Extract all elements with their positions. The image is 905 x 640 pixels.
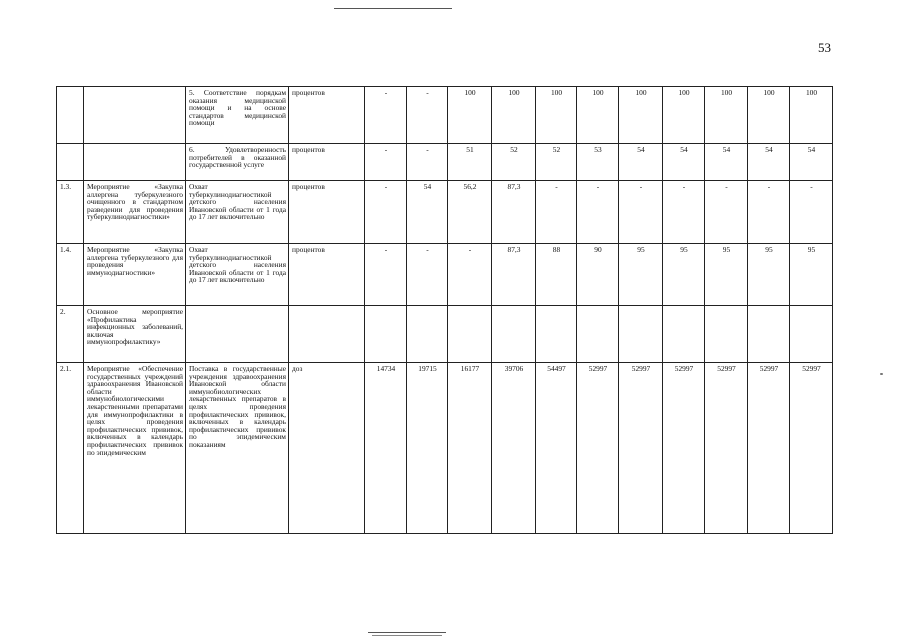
indicator-cell: Охват туберкулинодиагностикой детского населения Ивановской области от 1 года до 17 лет включительно xyxy=(186,244,289,306)
value-cell: 16177 xyxy=(448,363,492,534)
row-number-cell xyxy=(57,87,84,144)
value-cell: 52997 xyxy=(577,363,619,534)
indicators-table xyxy=(56,86,833,534)
indicator-cell: 6. Удовлетворенность потребителей в оказанной государственной услуге xyxy=(186,144,289,181)
measure-cell: Мероприятие «Закупка аллергена туберкулезного очищенного в стандартном разведении для проведения туберкулинодиагностики» xyxy=(84,181,186,244)
value-cell: 95 xyxy=(619,244,663,306)
value-cell: 95 xyxy=(790,244,833,306)
table-row xyxy=(57,87,833,144)
row-number-cell: 2.1. xyxy=(57,363,84,534)
value-cell xyxy=(448,306,492,363)
unit-cell: процентов xyxy=(289,144,365,181)
value-cell: - xyxy=(365,87,407,144)
value-cell: 14734 xyxy=(365,363,407,534)
value-cell: - xyxy=(536,181,577,244)
value-cell xyxy=(407,306,448,363)
value-cell: 54 xyxy=(790,144,833,181)
indicator-cell: 5. Соответствие порядкам оказания медицинской помощи и на основе стандартов медицинской помощи xyxy=(186,87,289,144)
value-cell: - xyxy=(790,181,833,244)
value-cell xyxy=(705,306,748,363)
table-row xyxy=(57,244,833,306)
value-cell: - xyxy=(365,244,407,306)
unit-cell xyxy=(289,306,365,363)
value-cell: 100 xyxy=(492,87,536,144)
value-cell: 39706 xyxy=(492,363,536,534)
measure-cell xyxy=(84,144,186,181)
value-cell: 87,3 xyxy=(492,244,536,306)
measure-cell: Мероприятие «Закупка аллергена туберкулезного для проведения иммунодиагностики» xyxy=(84,244,186,306)
value-cell: 52997 xyxy=(619,363,663,534)
value-cell: - xyxy=(619,181,663,244)
value-cell: 100 xyxy=(748,87,790,144)
value-cell: - xyxy=(448,244,492,306)
value-cell: 88 xyxy=(536,244,577,306)
value-cell: 100 xyxy=(705,87,748,144)
value-cell xyxy=(790,306,833,363)
table-row xyxy=(57,144,833,181)
value-cell xyxy=(619,306,663,363)
value-cell: 19715 xyxy=(407,363,448,534)
value-cell: 95 xyxy=(748,244,790,306)
value-cell: 54 xyxy=(705,144,748,181)
value-cell: 52997 xyxy=(705,363,748,534)
value-cell: 52997 xyxy=(748,363,790,534)
indicator-cell xyxy=(186,306,289,363)
value-cell xyxy=(663,306,705,363)
value-cell xyxy=(365,306,407,363)
measure-cell: Мероприятие «Обеспечение государственных учреждений здравоохранения Ивановской области иммунобиологическими лекарственными препаратами для иммунопрофилактики в целях проведения профилактических прививок, включенных в календарь профилактических прививок по эпидемическим xyxy=(84,363,186,534)
row-number-cell xyxy=(57,144,84,181)
scan-line-top xyxy=(334,8,452,9)
value-cell: - xyxy=(705,181,748,244)
value-cell: 52997 xyxy=(663,363,705,534)
value-cell: 54 xyxy=(407,181,448,244)
value-cell: - xyxy=(748,181,790,244)
table-row xyxy=(57,181,833,244)
value-cell xyxy=(536,306,577,363)
row-number-cell: 1.4. xyxy=(57,244,84,306)
value-cell: - xyxy=(577,181,619,244)
value-cell: 95 xyxy=(705,244,748,306)
unit-cell: процентов xyxy=(289,181,365,244)
value-cell: - xyxy=(365,144,407,181)
scan-line-bottom-2 xyxy=(372,635,442,636)
value-cell: 100 xyxy=(536,87,577,144)
value-cell: 54 xyxy=(748,144,790,181)
value-cell: - xyxy=(663,181,705,244)
value-cell: 56,2 xyxy=(448,181,492,244)
measure-cell xyxy=(84,87,186,144)
table-row xyxy=(57,363,833,534)
page-number: 53 xyxy=(818,40,831,55)
unit-cell: процентов xyxy=(289,244,365,306)
value-cell: 90 xyxy=(577,244,619,306)
value-cell: - xyxy=(365,181,407,244)
value-cell: - xyxy=(407,244,448,306)
value-cell xyxy=(492,306,536,363)
value-cell: - xyxy=(407,144,448,181)
value-cell: 53 xyxy=(577,144,619,181)
unit-cell: процентов xyxy=(289,87,365,144)
value-cell: - xyxy=(407,87,448,144)
row-number-cell: 2. xyxy=(57,306,84,363)
value-cell: 100 xyxy=(663,87,705,144)
value-cell: 100 xyxy=(448,87,492,144)
value-cell: 51 xyxy=(448,144,492,181)
value-cell: 100 xyxy=(577,87,619,144)
unit-cell: доз xyxy=(289,363,365,534)
value-cell: 52 xyxy=(492,144,536,181)
scan-line-bottom xyxy=(368,632,446,633)
scan-speck xyxy=(880,373,883,375)
value-cell: 100 xyxy=(619,87,663,144)
table-row xyxy=(57,306,833,363)
value-cell xyxy=(577,306,619,363)
value-cell: 52 xyxy=(536,144,577,181)
indicator-cell: Поставка в государственные учреждения здравоохранения Ивановской области иммунобиологических лекарственных препаратов в целях проведения профилактических прививок, включенных в календарь профилактических прививок по эпидемическим показаниям xyxy=(186,363,289,534)
value-cell xyxy=(748,306,790,363)
value-cell: 95 xyxy=(663,244,705,306)
value-cell: 52997 xyxy=(790,363,833,534)
indicator-cell: Охват туберкулинодиагностикой детского населения Ивановской области от 1 года до 17 лет включительно xyxy=(186,181,289,244)
value-cell: 100 xyxy=(790,87,833,144)
value-cell: 54 xyxy=(663,144,705,181)
measure-cell: Основное мероприятие «Профилактика инфекционных заболеваний, включая иммунопрофилактику» xyxy=(84,306,186,363)
value-cell: 54497 xyxy=(536,363,577,534)
row-number-cell: 1.3. xyxy=(57,181,84,244)
value-cell: 87,3 xyxy=(492,181,536,244)
value-cell: 54 xyxy=(619,144,663,181)
